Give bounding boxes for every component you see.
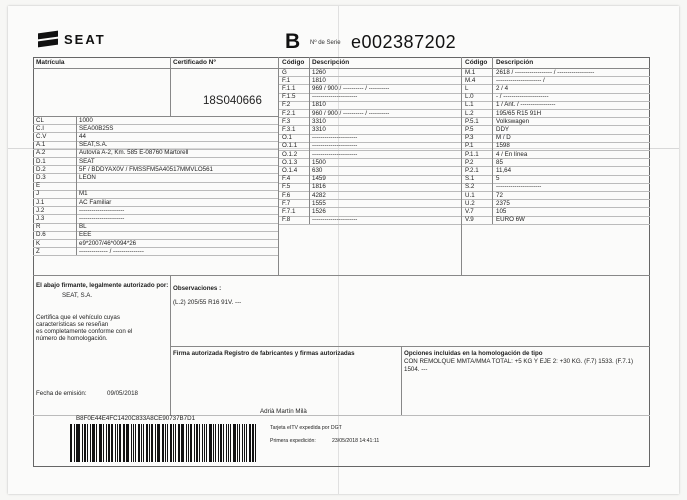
grid-line (462, 207, 650, 208)
barcode-bar (87, 424, 89, 462)
grid-line (462, 158, 650, 159)
grid-line (279, 216, 461, 217)
right-row-value: ---------------------- / (496, 76, 545, 84)
grid-line (33, 214, 278, 215)
fecha-label: Fecha de emisión: (36, 390, 87, 397)
grid-line (33, 198, 278, 199)
barcode-bar (188, 424, 189, 462)
grid-line (170, 57, 171, 116)
barcode-bar (237, 424, 238, 462)
left-row-value: Autovía A-2, Km. 585 E-08760 Martorell (79, 149, 189, 157)
barcode-bar (103, 424, 104, 462)
grid-line (278, 57, 279, 275)
opciones-value-2: 1504. --- (404, 366, 428, 373)
right-row-code: L.0 (465, 93, 474, 101)
firmante-label: El abajo firmante, legalmente autorizado por: (36, 282, 169, 289)
barcode-bar (157, 424, 158, 462)
right-row-code: P.2.1 (465, 166, 479, 174)
fecha-value: 09/05/2018 (107, 390, 138, 397)
grid-line (462, 93, 650, 94)
matricula-label: Matrícula (36, 59, 65, 66)
barcode-bar (84, 424, 86, 462)
left-row-code: CL (36, 116, 44, 124)
left-row-value: ---------------------- (79, 214, 125, 222)
barcode-bar (255, 424, 256, 462)
grid-line (462, 199, 650, 200)
barcode-bar (252, 424, 255, 462)
right-row-value: 2 / 4 (496, 84, 509, 92)
right-row-value: 1 / Ant. / ----------------- (496, 101, 556, 109)
middle-row-value: 4282 (312, 191, 326, 199)
certificado-label: Certificado Nº (173, 59, 216, 66)
middle-row-value: 1816 (312, 183, 326, 191)
certifica-line-2: características se reseñan (36, 321, 109, 328)
barcode-bar (124, 424, 125, 462)
grid-line (76, 116, 77, 255)
barcode-bar (77, 424, 80, 462)
left-row-value: SEAT (79, 157, 95, 165)
middle-row-value: ---------------------- (312, 93, 358, 101)
grid-line (462, 191, 650, 192)
middle-row-code: F.3.1 (282, 125, 296, 133)
barcode-bar (165, 424, 166, 462)
middle-row-code: F.3 (282, 117, 291, 125)
barcode-bar (158, 424, 160, 462)
left-row-code: A.1 (36, 141, 46, 149)
middle-row-value: 960 / 900 / ---------- / ---------- (312, 109, 390, 117)
middle-row-code: F.1 (282, 76, 291, 84)
left-row-code: Z (36, 247, 40, 255)
right-row-value: M / D (496, 134, 511, 142)
right-row-code: P.5.1 (465, 117, 479, 125)
middle-row-value: 1810 (312, 76, 326, 84)
grid-line (33, 255, 278, 256)
middle-descripcion-label: Descripción (312, 59, 350, 66)
left-row-code: D.1 (36, 157, 46, 165)
middle-row-value: ---------------------- (312, 216, 358, 224)
barcode-bar (82, 424, 83, 462)
left-row-value: 44 (79, 132, 86, 140)
grid-line (279, 175, 461, 176)
barcode-bar (111, 424, 114, 462)
middle-row-code: F.2 (282, 101, 291, 109)
middle-row-value: 1526 (312, 207, 326, 215)
left-row-code: J.3 (36, 214, 45, 222)
grid-line (279, 191, 461, 192)
grid-line (33, 141, 278, 142)
left-row-code: R (36, 223, 41, 231)
middle-row-code: F.7.1 (282, 207, 296, 215)
grid-line (492, 57, 493, 224)
barcode-bar (204, 424, 206, 462)
grid-line (462, 216, 650, 217)
middle-row-code: O.1 (282, 134, 292, 142)
barcode-bar (108, 424, 110, 462)
right-row-value: 2375 (496, 199, 510, 207)
grid-line (462, 101, 650, 102)
opciones-value-1: CON REMOLQUE MMTA/MMA TOTAL: +5 KG Y EJE 2: +30 KG. (F.7) 1533. (F.7.1) (404, 358, 634, 365)
right-row-value: 85 (496, 158, 503, 166)
grid-line (33, 132, 278, 133)
barcode-bar (90, 424, 91, 462)
barcode-bar (244, 424, 245, 462)
grid-line (33, 206, 278, 207)
barcode-bar (223, 424, 224, 462)
grid-line (33, 275, 650, 276)
left-row-value: ---------------------- (79, 206, 125, 214)
barcode-bar (182, 424, 184, 462)
certificado-value: 18S040666 (203, 95, 262, 107)
barcode-bar (143, 424, 144, 462)
middle-row-value: 630 (312, 166, 323, 174)
barcode-bar (175, 424, 176, 462)
right-row-value: 195/65 R15 91H (496, 109, 542, 117)
barcode-bar (218, 424, 220, 462)
document-hash: B8F0E44E4FC1420C833A8CE90737B7D1 (76, 415, 196, 422)
grid-line (33, 247, 278, 248)
right-row-value: 5 (496, 175, 500, 183)
middle-row-value: ---------------------- (312, 142, 358, 150)
right-row-code: V.7 (465, 207, 474, 215)
right-row-value: 11,64 (496, 166, 512, 174)
grid-line (279, 199, 461, 200)
grid-line (279, 125, 461, 126)
barcode-bar (246, 424, 247, 462)
barcode-bar (228, 424, 230, 462)
barcode-bar (213, 424, 214, 462)
barcode-bar (233, 424, 236, 462)
middle-row-value: 1500 (312, 158, 326, 166)
middle-row-code: F.4 (282, 175, 291, 183)
right-row-value: EURO 6W (496, 216, 525, 224)
barcode-bar (106, 424, 107, 462)
grid-line (401, 346, 402, 415)
barcode-bar (74, 424, 75, 462)
right-row-code: M.4 (465, 76, 476, 84)
barcode-bar (70, 424, 72, 462)
barcode-bar (230, 424, 231, 462)
right-row-code: P.5 (465, 125, 474, 133)
middle-row-code: O.1.1 (282, 142, 298, 150)
barcode-bar (138, 424, 140, 462)
observaciones-value: (L.2) 205/55 R16 91V. --- (173, 299, 242, 306)
right-row-value: ---------------------- (496, 183, 542, 191)
serie-number: e002387202 (351, 32, 457, 52)
left-row-code: C.I (36, 124, 44, 132)
middle-row-value: 1459 (312, 175, 326, 183)
left-row-code: J.2 (36, 206, 45, 214)
right-row-code: U.2 (465, 199, 475, 207)
middle-row-code: F.1.1 (282, 84, 296, 92)
grid-line (279, 142, 461, 143)
grid-line (33, 124, 278, 125)
barcode-bar (190, 424, 193, 462)
grid-line (461, 57, 462, 275)
seat-logo (38, 31, 106, 47)
barcode-bar (146, 424, 149, 462)
barcode-bar (209, 424, 212, 462)
right-row-value: 4 / En línea (496, 150, 528, 158)
middle-codigo-label: Código (282, 59, 305, 66)
left-row-value: -------------- / --------------- (79, 247, 144, 255)
grid-line (33, 223, 278, 224)
barcode (70, 424, 258, 462)
left-row-code: A.2 (36, 149, 46, 157)
grid-line (462, 142, 650, 143)
barcode-bar (220, 424, 222, 462)
left-row-value: AC Familiar (79, 198, 112, 206)
middle-row-value: 969 / 900 / ---------- / ---------- (312, 84, 390, 92)
barcode-bar (178, 424, 180, 462)
barcode-bar (151, 424, 153, 462)
right-row-code: P.3 (465, 134, 474, 142)
grid-line (279, 150, 461, 151)
serie-label: Nº de Serie (310, 40, 341, 46)
middle-row-code: F.2.1 (282, 109, 296, 117)
left-row-code: J (36, 190, 40, 198)
left-row-code: K (36, 239, 41, 247)
right-row-value: 72 (496, 191, 503, 199)
barcode-bar (96, 424, 97, 462)
barcode-bar (117, 424, 118, 462)
middle-row-code: F.1.5 (282, 93, 296, 101)
barcode-bar (76, 424, 77, 462)
right-row-code: V.9 (465, 216, 474, 224)
grid-line (279, 224, 461, 225)
barcode-bar (215, 424, 216, 462)
grid-line (279, 101, 461, 102)
right-descripcion-label: Descripción (496, 59, 534, 66)
tarjeta-text: Tarjeta eITV expedida por DGT (270, 425, 342, 431)
right-row-code: S.1 (465, 175, 475, 183)
left-row-code: J.1 (36, 198, 45, 206)
right-row-code: L.2 (465, 109, 474, 117)
barcode-bar (181, 424, 182, 462)
barcode-bar (133, 424, 134, 462)
right-row-value: 2618 / ------------------ / ------------------ (496, 68, 595, 76)
barcode-bar (99, 424, 100, 462)
right-row-value: 1598 (496, 142, 510, 150)
barcode-bar (249, 424, 251, 462)
left-row-code: E (36, 182, 41, 190)
middle-row-code: F.5 (282, 183, 291, 191)
primera-value: 23/05/2018 14:41:11 (332, 438, 380, 444)
certifica-line-3: es completamente conforme con el (36, 328, 133, 335)
right-row-value: 105 (496, 207, 507, 215)
barcode-bar (131, 424, 133, 462)
left-row-value: BL (79, 223, 87, 231)
barcode-bar (196, 424, 198, 462)
barcode-bar (92, 424, 95, 462)
data-table (33, 57, 650, 467)
grid-line (279, 207, 461, 208)
middle-row-value: ---------------------- (312, 134, 358, 142)
middle-row-value: 3310 (312, 125, 326, 133)
left-row-value: 5F / BDDYAX0V / FMSSFM5A40517MMVLO561 (79, 165, 213, 173)
right-row-code: P.1.1 (465, 150, 479, 158)
left-row-value: 1000 (79, 116, 93, 124)
firmante-name: Adrià Martín Milà (260, 408, 307, 415)
grid-line (462, 134, 650, 135)
grid-line (462, 117, 650, 118)
grid-line (462, 175, 650, 176)
observaciones-label: Observaciones : (173, 285, 222, 292)
middle-row-code: F.8 (282, 216, 291, 224)
barcode-bar (239, 424, 240, 462)
right-row-value: - / ---------------------- (496, 93, 549, 101)
barcode-bar (126, 424, 129, 462)
right-row-code: U.1 (465, 191, 475, 199)
certifica-line-1: Certifica que el vehículo cuyas (36, 314, 120, 321)
grid-line (462, 166, 650, 167)
barcode-bar (194, 424, 195, 462)
barcode-bar (155, 424, 156, 462)
barcode-bar (226, 424, 227, 462)
grid-line (279, 183, 461, 184)
seat-logo-icon (38, 31, 58, 47)
left-row-value: e9*2007/46*0094*26 (79, 239, 137, 247)
middle-row-code: O.1.4 (282, 166, 298, 174)
left-row-value: SEAT,S.A. (79, 141, 108, 149)
document-letter: B (285, 30, 301, 53)
grid-line (33, 190, 278, 191)
middle-row-value: 3310 (312, 117, 326, 125)
certifica-line-4: número de homologación. (36, 335, 108, 342)
middle-row-value: 1555 (312, 199, 326, 207)
left-row-code: D.2 (36, 165, 46, 173)
barcode-bar (123, 424, 124, 462)
middle-row-value: ---------------------- (312, 150, 358, 158)
right-codigo-label: Código (465, 59, 488, 66)
grid-line (170, 346, 650, 347)
barcode-bar (206, 424, 207, 462)
right-row-code: S.2 (465, 183, 475, 191)
middle-row-value: 1810 (312, 101, 326, 109)
barcode-bar (162, 424, 164, 462)
barcode-bar (119, 424, 121, 462)
grid-line (170, 275, 171, 415)
grid-line (279, 134, 461, 135)
grid-line (279, 76, 461, 77)
barcode-bar (115, 424, 116, 462)
firma-label: Firma autorizada Registro de fabricantes y firmas autorizadas (173, 350, 355, 357)
grid-line (309, 57, 310, 224)
middle-row-code: F.6 (282, 191, 291, 199)
middle-row-value: 1260 (312, 68, 326, 76)
left-row-value: M1 (79, 190, 88, 198)
right-row-code: L.1 (465, 101, 474, 109)
barcode-bar (135, 424, 136, 462)
left-row-value: EEE (79, 231, 92, 239)
grid-line (462, 84, 650, 85)
firmante-value: SEAT, S.A. (62, 292, 93, 299)
middle-row-code: G (282, 68, 287, 76)
left-row-value: SEA00B25S (79, 124, 114, 132)
left-row-code: D.3 (36, 173, 46, 181)
grid-line (462, 125, 650, 126)
grid-line (279, 158, 461, 159)
primera-label: Primera expedición: (270, 438, 316, 444)
grid-line (462, 150, 650, 151)
barcode-bar (149, 424, 150, 462)
right-row-value: DDY (496, 125, 510, 133)
grid-line (33, 239, 278, 240)
grid-line (33, 182, 278, 183)
grid-line (279, 166, 461, 167)
barcode-bar (167, 424, 168, 462)
barcode-bar (170, 424, 173, 462)
middle-row-code: O.1.3 (282, 158, 298, 166)
right-row-value: Volkswagen (496, 117, 530, 125)
opciones-label: Opciones incluidas en la homologación de tipo (404, 350, 543, 357)
left-row-code: D.6 (36, 231, 46, 239)
barcode-bar (173, 424, 174, 462)
right-row-code: P.2 (465, 158, 474, 166)
right-row-code: P.1 (465, 142, 474, 150)
grid-line (33, 231, 278, 232)
grid-line (462, 183, 650, 184)
barcode-bar (186, 424, 187, 462)
left-row-code: C.V (36, 132, 47, 140)
barcode-bar (100, 424, 102, 462)
barcode-bar (199, 424, 200, 462)
barcode-bar (141, 424, 142, 462)
left-row-value: LEON (79, 173, 96, 181)
middle-row-code: F.7 (282, 199, 291, 207)
grid-line (462, 109, 650, 110)
right-row-code: M.1 (465, 68, 476, 76)
middle-row-code: O.1.2 (282, 150, 298, 158)
grid-line (462, 224, 650, 225)
brand-name: SEAT (64, 31, 106, 47)
right-row-code: L (465, 84, 469, 92)
grid-line (33, 116, 278, 117)
barcode-bar (202, 424, 203, 462)
barcode-bar (242, 424, 244, 462)
